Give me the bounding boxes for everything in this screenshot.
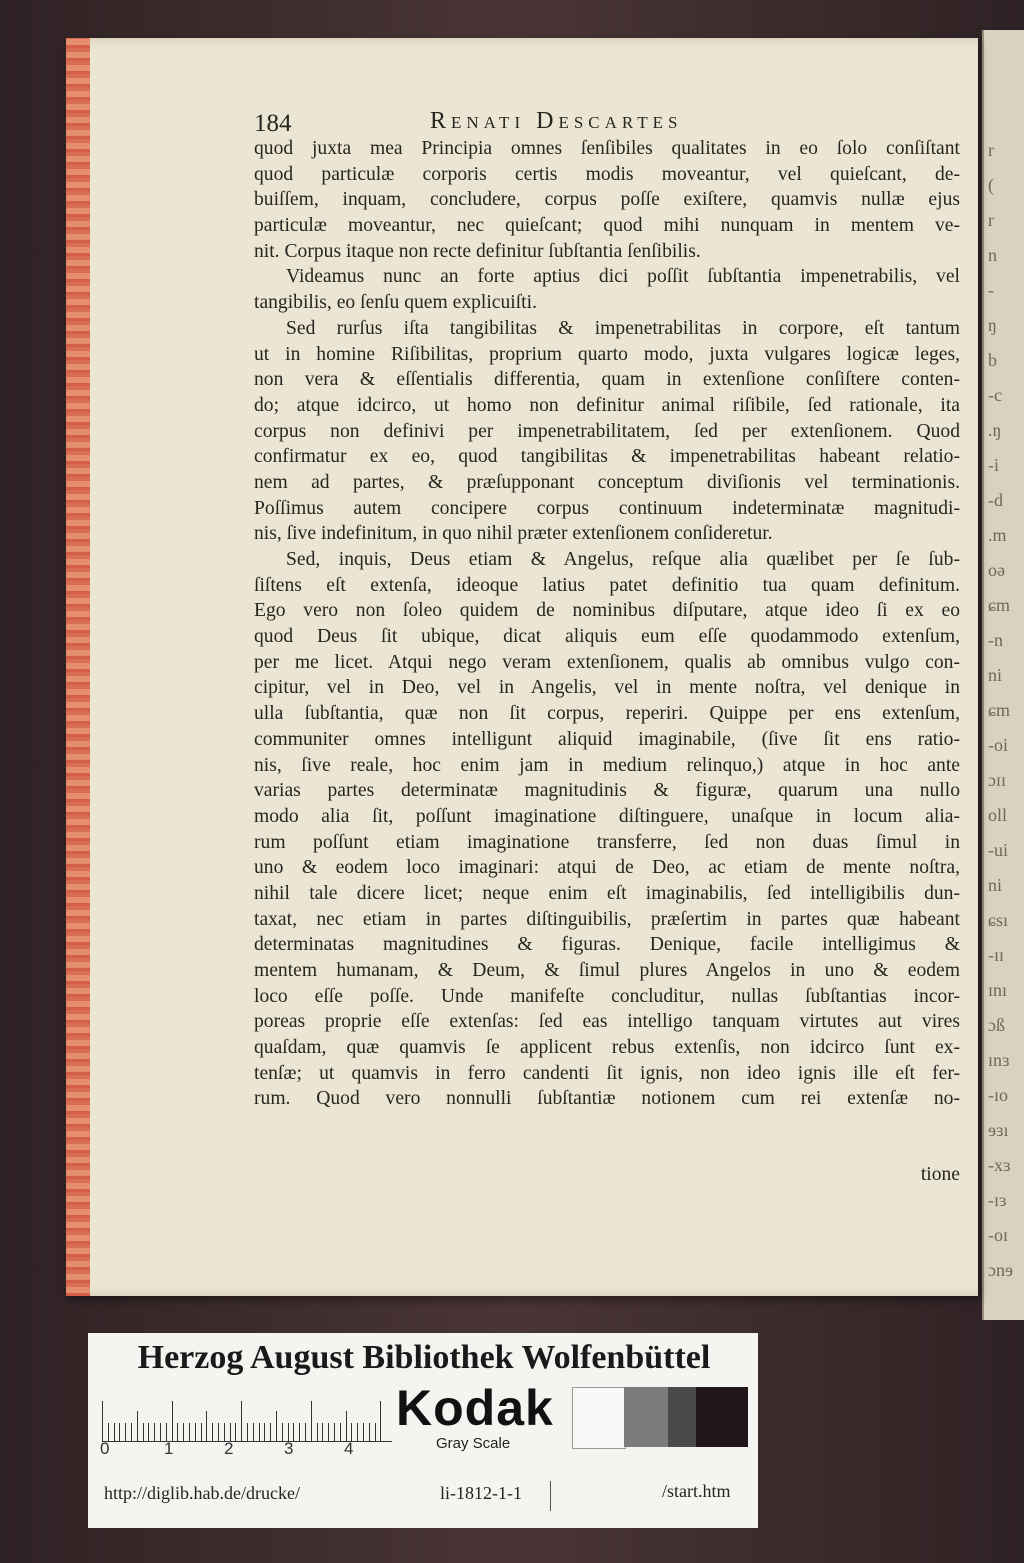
ruler-tick	[346, 1411, 347, 1441]
ruler-label: 0	[100, 1439, 110, 1458]
adjacent-text-fragment: b	[988, 350, 997, 370]
ruler-tick	[189, 1423, 190, 1441]
adjacent-text-fragment: ɔnɘ	[988, 1260, 1013, 1280]
text-line: per me licet. Atqui nego veram extenſionem, qualis ab omnibus vulgo con-	[254, 651, 960, 673]
text-line: cipitur, vel in Deo, vel in Angelis, vel in mente noſtra, vel denique in	[254, 677, 960, 699]
ruler-tick	[363, 1423, 364, 1441]
page-header	[254, 108, 954, 138]
shelfmark: li-1812-1-1	[440, 1483, 522, 1503]
text-line: quaſdam, quæ quamvis ſe applicent rebus extenſis, non idcirco ſunt ex-	[254, 1037, 960, 1059]
text-line: ulla ſubſtantia, quæ non ſit corpus, reperiri. Quippe per ens extenſum,	[254, 703, 960, 725]
adjacent-text-fragment: .m	[988, 525, 1007, 545]
text-line: loco eſſe poſſe. Unde manifeſte concluditur, nullas ſubſtantias incor-	[254, 985, 960, 1007]
ruler-tick	[270, 1423, 271, 1441]
adjacent-text-fragment: r	[988, 140, 994, 160]
ruler-tick	[276, 1411, 277, 1441]
gray-patch	[696, 1387, 748, 1447]
ruler-label: 2	[224, 1439, 234, 1458]
ruler-tick	[143, 1423, 144, 1441]
catchword: tione	[920, 1164, 960, 1185]
adjacent-text-fragment: ɕsı	[988, 910, 1008, 930]
adjacent-text-fragment: oll	[988, 805, 1008, 825]
ruler-tick	[322, 1423, 323, 1441]
text-line: tenſæ; ut quamvis in ferro candenti ſit ignis, non ideo ignis ille eſt fer-	[254, 1062, 960, 1084]
text-line: nit. Corpus itaque non recte definitur ſubſtantia ſenſibilis.	[254, 240, 701, 262]
ruler-tick	[299, 1423, 300, 1441]
adjacent-page-edge	[982, 30, 1024, 1320]
ruler-tick	[148, 1423, 149, 1441]
text-line: nihil tale dicere licet; neque enim eſt imaginabilis, ſed intelligibilis dun-	[254, 882, 960, 904]
ruler-tick	[114, 1423, 115, 1441]
text-line: quod juxta mea Principia omnes ſenſibiles qualitates in eo ſolo conſiſtant	[254, 138, 960, 159]
text-line: quod particulæ corporis certis modis moveantur, vel quieſcant, de-	[254, 163, 960, 185]
text-line: poreas proprie eſſe extenſas: ſed eas intelligo tanquam virtutes aut vires	[254, 1011, 960, 1033]
ruler-tick	[317, 1423, 318, 1441]
adjacent-text-fragment: -ɪɜ	[988, 1190, 1007, 1210]
adjacent-text-fragment: oə	[988, 560, 1005, 580]
text-line: Ego vero non ſoleo quidem de nominibus diſputare, atque ideo ſi ex eo	[254, 600, 960, 622]
ruler-tick	[235, 1423, 236, 1441]
scale-ruler	[102, 1385, 392, 1442]
adjacent-text-fragment: -ɪo	[988, 1085, 1008, 1105]
adjacent-text-fragment: r	[988, 210, 994, 230]
divider	[550, 1481, 551, 1511]
ruler-tick	[253, 1423, 254, 1441]
text-line: buiſſem, inquam, concludere, corpus poſſe exiſtere, quamvis nullæ ejus	[254, 189, 960, 211]
body-text	[254, 136, 960, 1112]
start-url: /start.htm	[662, 1481, 731, 1501]
text-line: confirmatur ex eo, quod tangibilitas & impenetrabilitas habeant relatio-	[254, 446, 960, 468]
gray-scale-label: Gray Scale	[436, 1435, 511, 1452]
adjacent-text-fragment: ɔß	[988, 1015, 1005, 1035]
library-url: http://diglib.hab.de/drucke/	[104, 1483, 300, 1503]
text-line: determinatas magnitudines & figuras. Denique, facile intelligimus &	[254, 934, 960, 956]
ruler-tick	[334, 1423, 335, 1441]
ruler-label: 4	[344, 1439, 354, 1458]
ruler-tick	[195, 1423, 196, 1441]
adjacent-text-fragment: ni	[988, 665, 1003, 685]
text-line: Sed, inquis, Deus etiam & Angelus, reſque alia quælibet per ſe ſub-	[286, 549, 960, 570]
adjacent-text-fragment: -d	[988, 490, 1003, 510]
adjacent-text-fragment: ɕm	[988, 595, 1010, 615]
ruler-label: 3	[284, 1439, 294, 1458]
adjacent-text-fragment: -c	[988, 385, 1002, 405]
text-line: particulæ moveantur, nec quieſcant; quod mihi nunquam in mentem ve-	[254, 215, 960, 237]
text-line: nis, ſive reale, hoc enim jam in medium relinquo,) atque in hoc ante	[254, 754, 960, 776]
adjacent-text-fragment: -i	[988, 455, 999, 475]
ruler-tick	[206, 1411, 207, 1441]
ruler-label: 1	[164, 1439, 174, 1458]
adjacent-text-fragment: ɪnı	[988, 980, 1008, 1000]
page-number: 184	[254, 110, 292, 137]
text-line: nem ad partes, & præſupponant conceptum diviſionis vel terminationis.	[254, 471, 960, 493]
text-line: ut in homine Riſibilitas, proprium quarto modo, juxta vulgares logicæ leges,	[254, 343, 960, 365]
ruler-tick	[177, 1423, 178, 1441]
adjacent-text-fragment: ɕm	[988, 700, 1010, 720]
ruler-tick	[218, 1423, 219, 1441]
ruler-tick	[131, 1423, 132, 1441]
text-line: corpus non definivi per impenetrabilitatem, ſed per extenſionem. Quod	[254, 420, 960, 442]
text-line: non vera & eſſentialis differentia, quam in extenſione conſiſtere conten-	[254, 369, 960, 391]
adjacent-text-fragment: ɔɪɪ	[988, 770, 1006, 790]
text-line: quod Deus ſit ubique, dicat aliquis eum eſſe quodammodo extenſum,	[254, 626, 960, 648]
ruler-tick	[119, 1423, 120, 1441]
institution-name: Herzog August Bibliothek Wolfenbüttel	[137, 1339, 711, 1376]
ruler-tick	[293, 1423, 294, 1441]
ruler-tick	[340, 1423, 341, 1441]
ruler-tick	[264, 1423, 265, 1441]
text-line: Videamus nunc an forte aptius dici poſſit ſubſtantia impenetrabilis, vel	[286, 266, 960, 288]
text-line: nis, ſive indefinitum, in quo nihil præter extenſionem conſideretur.	[254, 523, 773, 545]
ruler-tick	[102, 1401, 103, 1441]
adjacent-text-fragment: ɪnɜ	[988, 1050, 1010, 1070]
ruler-tick	[369, 1423, 370, 1441]
text-line: communiter omnes intelligunt aliquid imaginabile, (ſive ſit ens ratio-	[254, 728, 960, 750]
ruler-tick	[154, 1423, 155, 1441]
text-line: do; atque idcirco, ut homo non definitur animal riſibile, ſed rationale, ita	[254, 394, 960, 416]
ruler-tick	[282, 1423, 283, 1441]
ruler-tick	[201, 1423, 202, 1441]
text-line: rum poſſunt etiam imaginatione transferre, ſed non duas ſimul in	[254, 831, 960, 853]
ruler-tick	[247, 1423, 248, 1441]
calibration-card	[88, 1333, 758, 1528]
kodak-logo: Kodak	[396, 1380, 554, 1436]
text-line: uno & eodem loco imaginari: atqui de Deo, ac etiam de mente noſtra,	[254, 857, 960, 879]
gray-patch	[668, 1387, 696, 1447]
adjacent-text-fragment: ɘɜı	[988, 1120, 1009, 1140]
text-line: Poſſimus autem concipere corpus continuum indeterminatæ magnitudi-	[254, 497, 960, 519]
adjacent-text-fragment: -oɪ	[988, 1225, 1008, 1245]
text-line: modo alia ſit, poſſunt imaginatione diſtinguere, unaſque in locum alia-	[254, 805, 960, 827]
text-line: rum. Quod vero nonnulli ſubſtantiæ notionem cum rei extenſæ no-	[254, 1088, 960, 1110]
ruler-tick	[172, 1401, 173, 1441]
adjacent-text-fragment: -xɜ	[988, 1155, 1011, 1175]
ruler-tick	[183, 1423, 184, 1441]
ruler-tick	[357, 1423, 358, 1441]
adjacent-text-fragment: -ui	[988, 840, 1008, 860]
ruler-tick	[125, 1423, 126, 1441]
ruler-tick	[259, 1423, 260, 1441]
adjacent-text-fragment: ni	[988, 875, 1003, 895]
ruler-tick	[380, 1401, 381, 1441]
text-line: taxat, nec etiam in partes diſtinguibilis, præſertim in partes quæ habeant	[254, 908, 960, 930]
ruler-tick	[311, 1401, 312, 1441]
text-line: Sed rurſus iſta tangibilitas & impenetrabilitas in corpore, eſt tantum	[286, 317, 960, 339]
text-line: mentem humanam, & Deum, & ſimul plures Angelos in uno & eodem	[254, 960, 960, 981]
gray-patch	[572, 1387, 626, 1449]
gray-patch	[624, 1387, 668, 1447]
text-line: varias partes determinatæ magnitudinis & figuræ, quarum una nullo	[254, 780, 960, 802]
adjacent-text-fragment: ŋ	[988, 315, 997, 335]
adjacent-text-fragment: -n	[988, 630, 1003, 650]
adjacent-text-fragment: -oi	[988, 735, 1008, 755]
adjacent-text-fragment: -ɪɪ	[988, 945, 1004, 965]
ruler-tick	[212, 1423, 213, 1441]
ruler-tick	[241, 1401, 242, 1441]
adjacent-text-fragment: n	[988, 245, 997, 265]
ruler-tick	[375, 1423, 376, 1441]
running-title: Renati Descartes	[430, 108, 683, 134]
adjacent-text-fragment: -	[988, 280, 994, 300]
text-line: ſiſtens eſt extenſa, ideoque latius patet definitio tua quam definitum.	[254, 574, 960, 596]
ruler-tick	[160, 1423, 161, 1441]
adjacent-text-fragment: (	[988, 175, 994, 195]
ruler-tick	[328, 1423, 329, 1441]
adjacent-text-fragment: .ŋ	[988, 420, 1002, 440]
ruler-tick	[137, 1411, 138, 1441]
red-page-edge	[66, 38, 90, 1296]
ruler-tick	[305, 1423, 306, 1441]
text-line: tangibilis, eo ſenſu quem explicuiſti.	[254, 292, 537, 314]
